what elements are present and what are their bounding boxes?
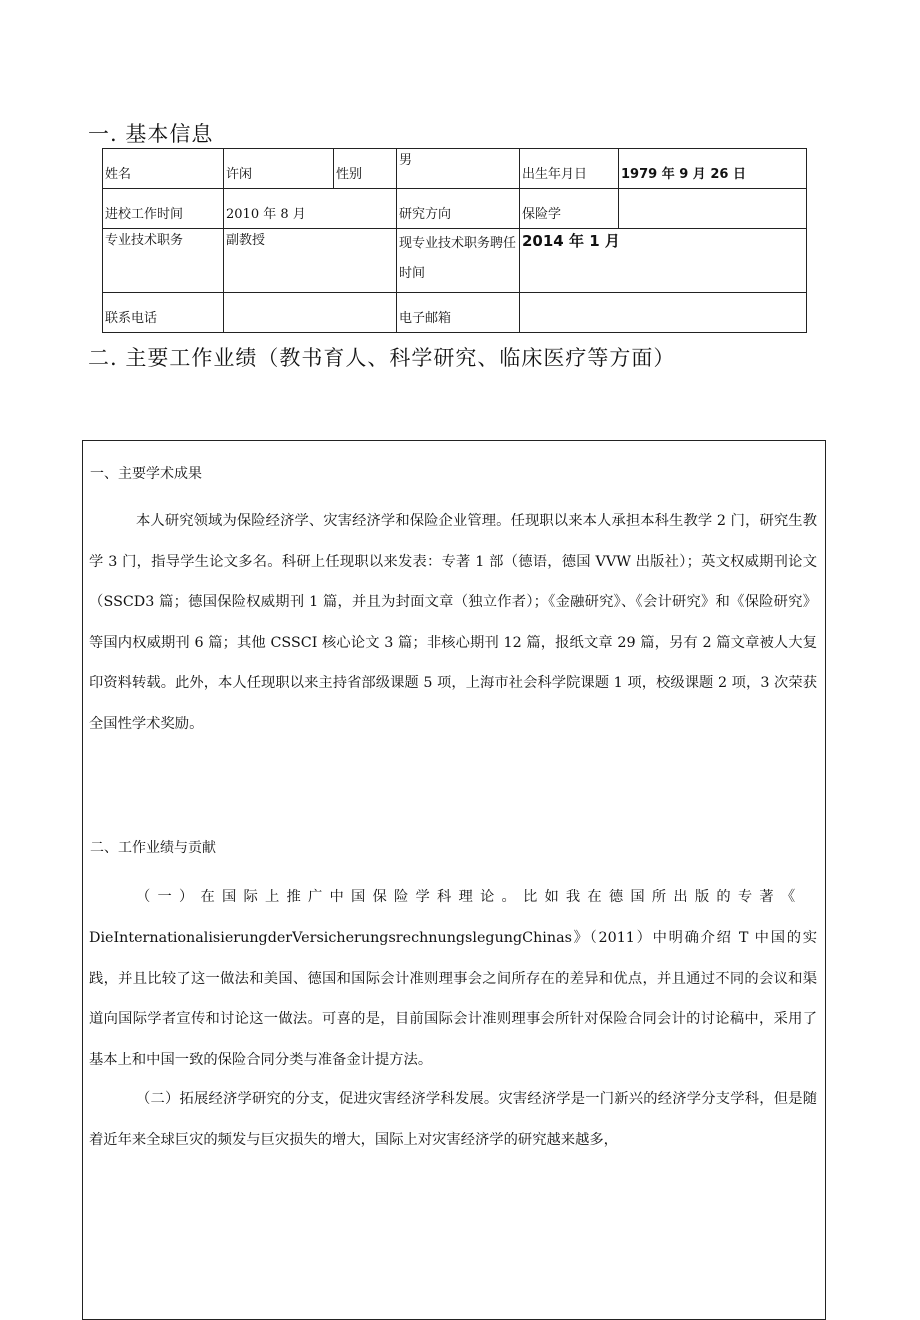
phone-label: 联系电话 bbox=[103, 293, 224, 333]
phone-value bbox=[224, 293, 397, 333]
join-value: 2010 年 8 月 bbox=[224, 189, 397, 229]
heading-contribution: 二、工作业绩与贡献 bbox=[90, 840, 216, 856]
heading-academic: 一、主要学术成果 bbox=[90, 466, 202, 482]
appoint-label: 现专业技术职务聘任时间 bbox=[397, 229, 520, 293]
field-value: 保险学 bbox=[520, 189, 619, 229]
name-value: 许闲 bbox=[224, 149, 334, 189]
work-title: 二. 主要工作业绩（教书育人、科学研究、临床医疗等方面） bbox=[88, 346, 676, 370]
basic-info-table bbox=[102, 148, 807, 333]
email-label: 电子邮箱 bbox=[397, 293, 520, 333]
birth-label: 出生年月日 bbox=[520, 149, 619, 189]
title-label: 专业技术职务 bbox=[103, 229, 224, 293]
paragraph-academic: 本人研究领域为保险经济学、灾害经济学和保险企业管理。任现职以来本人承担本科生教学 2 门，研究生教学 3 门，指导学生论文多名。科研上任现职以来发表：专著 1 部（德语，德国 VVW 出版社）；英文权威期刊论文（SSCD3 篇；德国保险权威期刊 1 篇，并且为封面文章（独立作者）；《金融研究》、《会计研究》和《保险研究》等国内权威期刊 6 篇；其他 CSSCI 核心论文 3 篇；非核心期刊 12 篇，报纸文章 29 篇，另有 2 篇文章被人大复印资料转载。此外，本人任现职以来主持省部级课题 5 项，上海市社会科学院课题 1 项，校级课题 2 项，3 次荣获全国性学术奖励。 bbox=[89, 513, 817, 732]
basic-info-title: 一. 基本信息 bbox=[88, 122, 214, 146]
name-label: 姓名 bbox=[103, 149, 224, 189]
title-value: 副教授 bbox=[224, 229, 397, 293]
content-box bbox=[82, 440, 826, 1320]
gender-value: 男 bbox=[397, 149, 520, 189]
field-extra bbox=[619, 189, 807, 229]
paragraph-disaster: （二）拓展经济学研究的分支，促进灾害经济学科发展。灾害经济学是一门新兴的经济学分支学科，但是随着近年来全球巨灾的频发与巨灾损失的增大，国际上对灾害经济学的研究越来越多， bbox=[89, 1091, 817, 1148]
field-label: 研究方向 bbox=[397, 189, 520, 229]
join-label: 进校工作时间 bbox=[103, 189, 224, 229]
gender-label: 性别 bbox=[334, 149, 397, 189]
paragraph-contribution: DieInternationalisierungderVersicherungsrechnungslegungChinas》（2011）中明确介绍 T 中国的实践，并且比较了这一做法和美国、德国和国际会计准则理事会之间所存在的差异和优点，并且通过不同的会议和渠道向国际学者宣传和讨论这一做法。可喜的是，目前国际会计准则理事会所针对保险合同会计的讨论稿中，采用了基本上和中国一致的保险合同分类与准备金计提方法。 bbox=[89, 930, 817, 1068]
appoint-value: 2014 年 1 月 bbox=[520, 229, 807, 293]
birth-value: 1979 年 9 月 26 日 bbox=[619, 149, 807, 189]
paragraph-contribution-line1: （一）在国际上推广中国保险学科理论。比如我在德国所出版的专著《 bbox=[136, 889, 803, 905]
email-value bbox=[520, 293, 807, 333]
